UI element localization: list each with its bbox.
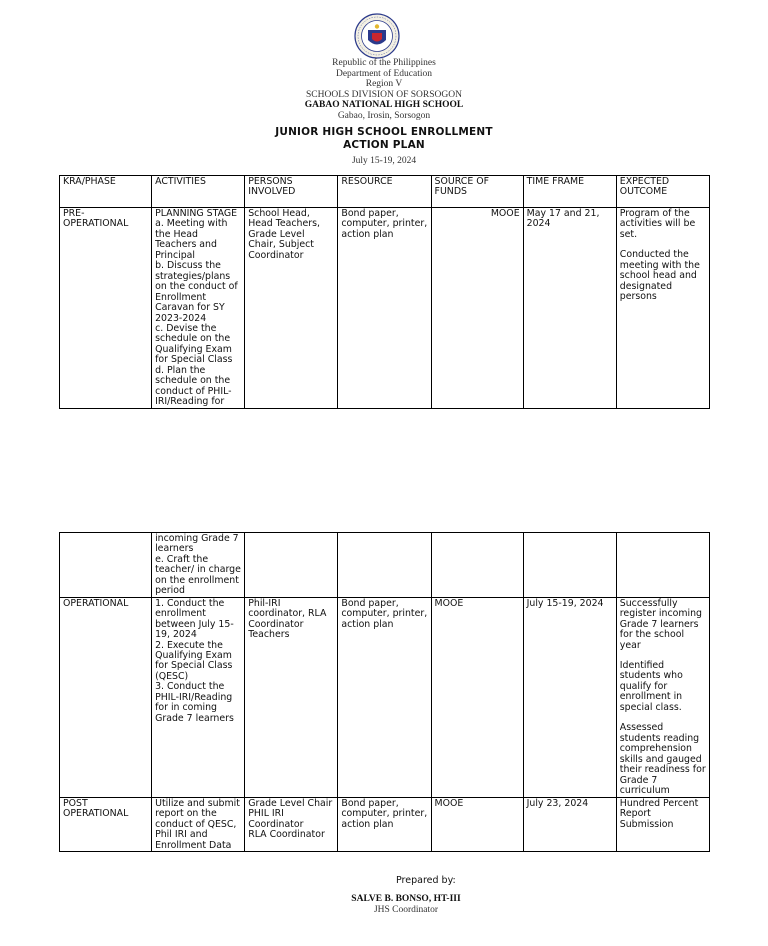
header-line: SCHOOLS DIVISION OF SORSOGON <box>306 89 462 100</box>
activity-item: incoming Grade 7 learners <box>155 533 239 555</box>
funds-cell: MOOE <box>431 597 523 797</box>
deped-seal-logo <box>354 13 400 59</box>
prepared-by-label: Prepared by: <box>396 875 456 886</box>
action-plan-table <box>59 175 710 409</box>
column-header: RESOURCE <box>338 176 431 208</box>
table-row-pre-operational <box>60 208 710 409</box>
persons-cell <box>245 797 338 851</box>
funds-cell <box>431 533 523 598</box>
resource-cell: Bond paper, computer, printer, action plan <box>338 797 431 851</box>
table-row-operational <box>60 597 710 797</box>
table-header-row <box>60 176 710 208</box>
document-header <box>0 58 768 121</box>
outcome-item: Conducted the meeting with the school head and designated persons <box>619 249 700 303</box>
plan-dates: July 15-19, 2024 <box>351 156 417 166</box>
school-address: Gabao, Irosin, Sorsogon <box>337 110 431 121</box>
activity-item: a. Meeting with the Head Teachers and Principal <box>155 218 228 261</box>
person-item: RLA Coordinator <box>248 829 325 841</box>
phase-cell: PRE-OPERATIONAL <box>60 208 152 409</box>
funds-cell: MOOE <box>431 797 523 851</box>
action-plan-table-continued <box>59 532 710 852</box>
header-line: Department of Education <box>335 68 433 79</box>
outcome-cell <box>616 597 709 797</box>
outcome-cell <box>616 208 709 409</box>
persons-cell: School Head, Head Teachers, Grade Level Chair, Subject Coordinator <box>245 208 338 409</box>
activities-cell <box>152 208 245 409</box>
activity-item: c. Devise the schedule on the Qualifying Exam for Special Class <box>155 322 233 366</box>
column-header: TIME FRAME <box>523 176 616 208</box>
activity-item: e. Craft the teacher/ in charge on the enrollment period <box>155 553 241 597</box>
activity-item: 3. Conduct the PHIL-IRI/Reading for in coming Grade 7 learners <box>155 681 234 724</box>
persons-cell: Phil-IRI coordinator, RLA Coordinator Teachers <box>245 597 338 797</box>
signatory-name: SALVE B. BONSO, HT-III <box>351 894 461 904</box>
title-line-2: ACTION PLAN <box>343 138 425 151</box>
column-header: SOURCE OF FUNDS <box>431 176 523 208</box>
outcome-item: Assessed students reading comprehension skills and gauged their readiness for Grade 7 curriculum <box>619 722 706 796</box>
resource-cell: Bond paper, computer, printer, action plan <box>338 208 431 409</box>
funds-cell: MOOE <box>431 208 523 409</box>
resource-cell <box>338 533 431 598</box>
activities-cell: Utilize and submit report on the conduct of QESC, Phil IRI and Enrollment Data <box>152 797 245 851</box>
outcome-cell: Hundred Percent Report Submission <box>616 797 709 851</box>
column-header: PERSONS INVOLVED <box>245 176 338 208</box>
column-header: KRA/PHASE <box>60 176 152 208</box>
phase-cell: POST OPERATIONAL <box>60 797 152 851</box>
signatory-role: JHS Coordinator <box>373 905 439 915</box>
document-title <box>0 126 768 151</box>
outcome-item: Successfully register incoming Grade 7 learners for the school year <box>619 597 702 651</box>
phase-cell: OPERATIONAL <box>60 597 152 797</box>
activity-item: 2. Execute the Qualifying Exam for Special Class (QESC) <box>155 639 233 682</box>
header-line: Republic of the Philippines <box>332 58 436 68</box>
time-frame-cell: July 15-19, 2024 <box>523 597 616 797</box>
phase-cell <box>60 533 152 598</box>
person-item: Grade Level Chair <box>248 797 333 809</box>
activities-cell <box>152 597 245 797</box>
activity-item: 1. Conduct the enrollment between July 15-19, 2024 <box>155 597 234 641</box>
activity-item: d. Plan the schedule on the conduct of PHIL-IRI/Reading for <box>155 364 232 408</box>
outcome-item: Program of the activities will be set. <box>619 208 696 240</box>
activity-item: b. Discuss the strategies/plans on the conduct of Enrollment Caravan for SY 2023-2024 <box>155 260 238 324</box>
signatory <box>0 894 768 916</box>
column-header: ACTIVITIES <box>152 176 245 208</box>
time-frame-cell: May 17 and 21, 2024 <box>523 208 616 409</box>
outcome-cell <box>616 533 709 598</box>
table-row-post-operational <box>60 797 710 851</box>
outcome-item: Identified students who qualify for enrollment in special class. <box>619 659 683 713</box>
school-name: GABAO NATIONAL HIGH SCHOOL <box>304 100 464 110</box>
title-line-1: JUNIOR HIGH SCHOOL ENROLLMENT <box>275 126 493 138</box>
resource-cell: Bond paper, computer, printer, action plan <box>338 597 431 797</box>
persons-cell <box>245 533 338 598</box>
activities-cell <box>152 533 245 598</box>
activity-item: PLANNING STAGE <box>155 208 238 219</box>
table-row-continued <box>60 533 710 598</box>
header-line: Region V <box>365 79 403 89</box>
person-item: PHIL IRI Coordinator <box>248 808 304 830</box>
time-frame-cell <box>523 533 616 598</box>
time-frame-cell: July 23, 2024 <box>523 797 616 851</box>
column-header: EXPECTED OUTCOME <box>616 176 709 208</box>
